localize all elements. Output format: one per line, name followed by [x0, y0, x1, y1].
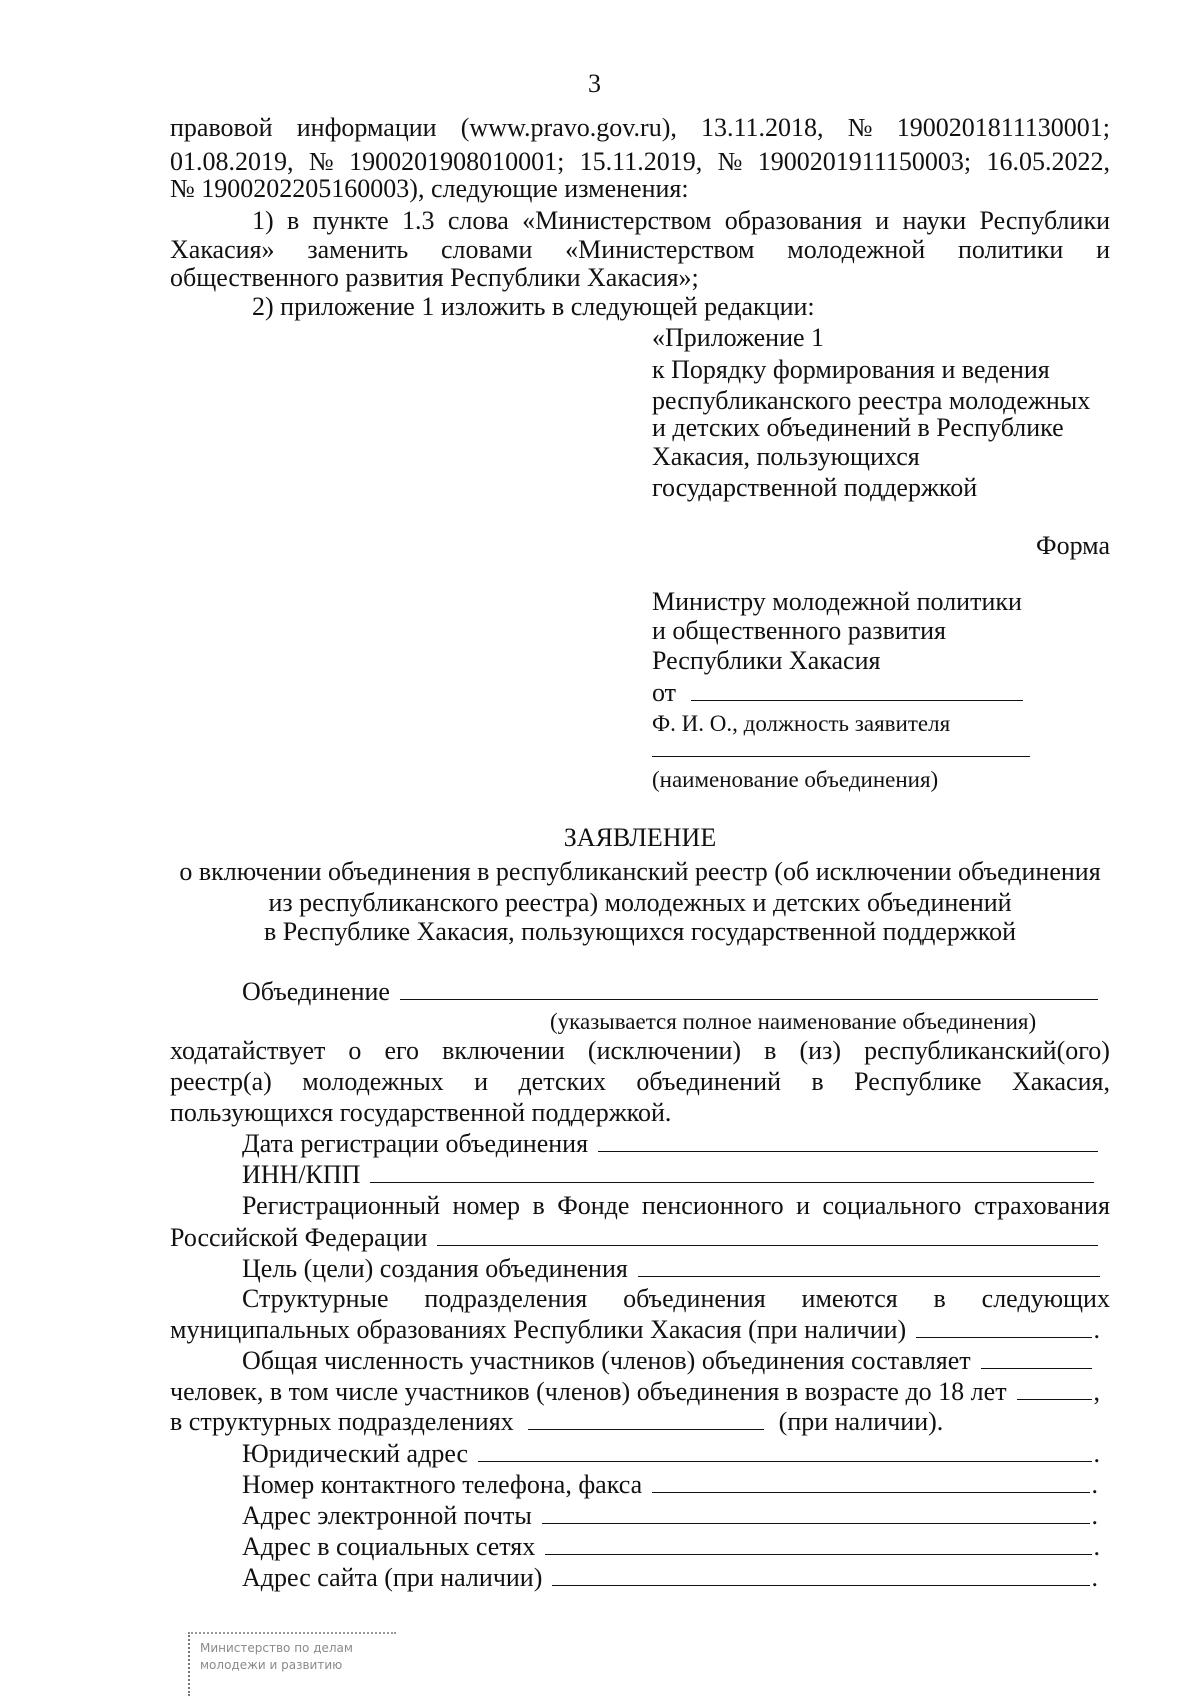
count-struct-input-line[interactable] [528, 1429, 764, 1430]
intro-line-1 [170, 112, 1110, 144]
goal-input-line[interactable] [638, 1252, 1100, 1277]
email-input-line[interactable] [542, 1499, 1090, 1524]
stamp-line: Министерство по делам [200, 1641, 353, 1655]
word: 01.08.2019, [170, 147, 294, 176]
appendix-line: республиканского реестра молодежных [652, 386, 1091, 415]
phone-period: . [1091, 1470, 1098, 1499]
addressee-line: Республики Хакасия [652, 646, 881, 675]
form-label: Форма [1036, 531, 1110, 560]
phone-input-line[interactable] [652, 1468, 1089, 1493]
count-comma: , [1093, 1377, 1100, 1406]
site-row [242, 1561, 1098, 1594]
legal-address-input-line[interactable] [478, 1437, 1091, 1462]
word: правовой [170, 113, 273, 142]
word: и [796, 1191, 810, 1220]
appendix-line: государственной поддержкой [652, 473, 978, 502]
count-label-3: в структурных подразделениях [170, 1407, 514, 1436]
statement-subtitle-line: в Республике Хакасия, пользующихся государственной поддержкой [263, 917, 1017, 946]
word: о [348, 1036, 362, 1065]
struct-row [170, 1313, 1100, 1346]
org-blank-line[interactable] [652, 756, 1030, 757]
goal-row [242, 1252, 1100, 1285]
word: республиканский(ого) [864, 1036, 1110, 1065]
word: реестр(а) [170, 1067, 272, 1096]
word: (исключении) [587, 1036, 742, 1065]
org-full-name-caption: (указывается полное наименование объединения) [550, 1009, 1037, 1034]
pension-row [170, 1221, 1098, 1254]
fio-caption: Ф. И. О., должность заявителя [652, 711, 951, 736]
count-label-2: человек, в том числе участников (членов) объединения в возрасте до 18 лет [170, 1377, 1007, 1406]
from-label [652, 677, 1023, 709]
item1-line-3: общественного развития Республики Хакасия»; [170, 263, 699, 292]
item1-line-1: 1) в пункте 1.3 слова «Министерством образования и науки Республики [252, 206, 1110, 235]
petition-line-3: пользующихся государственной поддержкой. [170, 1098, 672, 1127]
word: № [717, 147, 743, 176]
word: ходатайствует [170, 1036, 326, 1065]
pension-line-1 [242, 1190, 1110, 1222]
count-label-1: Общая численность участников (членов) объединения составляет [242, 1346, 971, 1375]
appendix-line: и детских объединений в Республике [652, 413, 1064, 442]
word: имеются [801, 1284, 898, 1313]
word: в [811, 1067, 824, 1096]
word: словами [441, 235, 533, 264]
org-label: Объединение [242, 977, 390, 1006]
word: «Министерством [565, 235, 755, 264]
word: (из) [799, 1036, 842, 1065]
goal-label: Цель (цели) создания объединения [242, 1254, 628, 1283]
count-row-3 [170, 1406, 943, 1438]
word: подразделения [424, 1284, 588, 1313]
appendix-line: Хакасия, пользующихся [652, 442, 920, 471]
org-input-line[interactable] [400, 975, 1098, 1000]
word: и [474, 1067, 489, 1096]
reg-date-row [242, 1127, 1098, 1160]
struct-label: муниципальных образованиях Республики Хакасия (при наличии) [170, 1315, 907, 1344]
word: Хакасия, [1011, 1067, 1110, 1096]
word: Структурные [242, 1284, 389, 1313]
struct-period: . [1093, 1315, 1100, 1344]
word: страхования [973, 1191, 1110, 1220]
count-total-input-line[interactable] [981, 1344, 1092, 1369]
social-input-line[interactable] [545, 1530, 1091, 1555]
word: 1900201911150003; [757, 147, 972, 176]
site-period: . [1091, 1563, 1098, 1592]
ministry-stamp [188, 1632, 396, 1696]
petition-line-2 [170, 1066, 1110, 1098]
legal-address-period: . [1093, 1439, 1100, 1468]
word: детских [518, 1067, 606, 1096]
count-row-2 [170, 1375, 1100, 1408]
reg-date-input-line[interactable] [598, 1127, 1098, 1152]
from-blank-line[interactable] [691, 700, 1023, 701]
word: политики [957, 235, 1064, 264]
word: социального [822, 1191, 962, 1220]
inn-label: ИНН/КПП [242, 1160, 361, 1189]
word: № [308, 147, 334, 176]
word: в [532, 1191, 545, 1220]
org-caption: (наименование объединения) [652, 767, 939, 792]
word: номер [452, 1191, 520, 1220]
statement-title: ЗАЯВЛЕНИЕ [563, 823, 717, 852]
word: и [1096, 235, 1110, 264]
word: Республике [854, 1067, 982, 1096]
word: Хакасия» [170, 235, 275, 264]
word: 1900201908010001; [349, 147, 565, 176]
phone-label: Номер контактного телефона, факса [242, 1470, 643, 1499]
word: следующих [981, 1284, 1110, 1313]
word: 1900201811130001; [896, 113, 1110, 142]
appendix-line: «Приложение 1 [652, 323, 825, 352]
appendix-line: к Порядку формирования и ведения [652, 355, 1050, 384]
count-under18-input-line[interactable] [1017, 1375, 1092, 1400]
social-period: . [1093, 1532, 1100, 1561]
pension-input-line[interactable] [437, 1221, 1098, 1246]
social-row [242, 1530, 1100, 1563]
statement-subtitle-line: о включении объединения в республиканский реестр (об исключении объединения [179, 857, 1101, 886]
site-input-line[interactable] [552, 1561, 1089, 1586]
org-row [242, 975, 1098, 1008]
legal-address-label: Юридический адрес [242, 1439, 469, 1468]
page-number: 3 [588, 69, 601, 98]
count-tail: (при наличии). [778, 1407, 944, 1436]
reg-date-label: Дата регистрации объединения [242, 1129, 589, 1158]
from-label-text: от [652, 678, 677, 707]
word: (www.pravo.gov.ru), [460, 113, 677, 142]
intro-line-3: № 1900202205160003), следующие изменения: [170, 174, 689, 203]
word: 13.11.2018, [701, 113, 824, 142]
word: Фонде [557, 1191, 630, 1220]
email-row [242, 1499, 1098, 1532]
word: молодежной [787, 235, 926, 264]
stamp-line: молодежи и развитию [200, 1658, 343, 1672]
email-label: Адрес электронной почты [242, 1501, 532, 1530]
pension-label: Российской Федерации [170, 1223, 428, 1252]
word: в [764, 1036, 777, 1065]
struct-input-line[interactable] [916, 1313, 1091, 1338]
word: его [384, 1036, 420, 1065]
inn-input-line[interactable] [370, 1158, 1094, 1183]
count-row-1 [242, 1344, 1092, 1377]
word: молодежных [302, 1067, 444, 1096]
word: объединений [636, 1067, 781, 1096]
social-label: Адрес в социальных сетях [242, 1532, 536, 1561]
word: в [933, 1284, 946, 1313]
addressee-line: и общественного развития [652, 616, 946, 645]
word: Регистрационный [242, 1191, 441, 1220]
word: информации [296, 113, 437, 142]
email-period: . [1091, 1501, 1098, 1530]
phone-row [242, 1468, 1098, 1501]
site-label: Адрес сайта (при наличии) [242, 1563, 543, 1592]
word: объединения [623, 1284, 766, 1313]
word: № [847, 113, 873, 142]
addressee-line: Министру молодежной политики [652, 587, 1022, 616]
legal-address-row [242, 1437, 1100, 1470]
inn-row [242, 1158, 1094, 1191]
word: 15.11.2019, [579, 147, 703, 176]
word: заменить [307, 235, 409, 264]
word: включении [442, 1036, 565, 1065]
item2-text: 2) приложение 1 изложить в следующей редакции: [252, 292, 815, 321]
statement-subtitle-line: из республиканского реестра) молодежных и детских объединений [268, 888, 1012, 917]
word: пенсионного [641, 1191, 784, 1220]
word: 16.05.2022, [986, 147, 1110, 176]
petition-line-1 [170, 1035, 1110, 1067]
struct-line-1 [242, 1283, 1110, 1315]
